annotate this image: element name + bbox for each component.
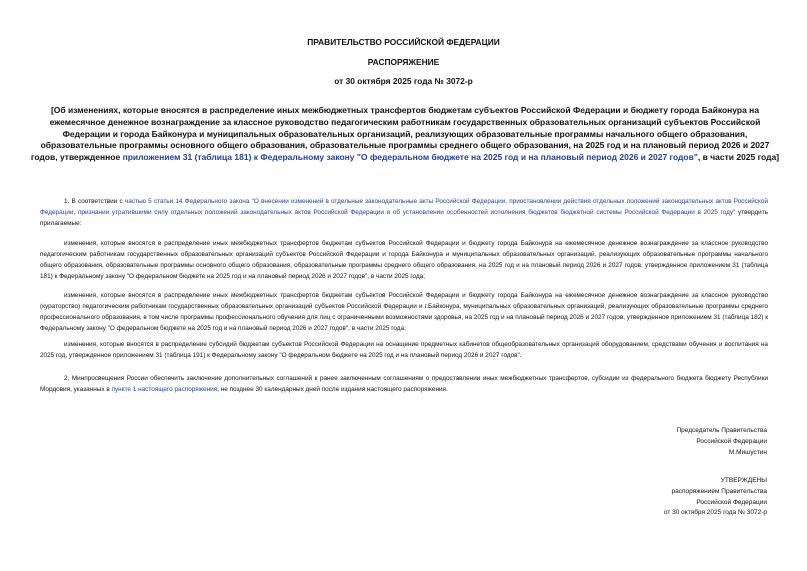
- approval-line-3: Российской Федерации: [696, 498, 767, 506]
- document-type: РАСПОРЯЖЕНИЕ: [367, 57, 440, 67]
- document-title: [30, 105, 780, 164]
- document-date-number: от 30 октября 2025 года № 3072-р: [334, 76, 473, 86]
- signature-position: Председатель Правительства: [676, 427, 767, 434]
- title-tail: , в части 2025 года]: [697, 152, 780, 163]
- p1-end: утвердить прилагаемые:: [40, 208, 768, 227]
- approval-block: [664, 476, 767, 519]
- p1-start: 1. В соответствии с: [64, 198, 125, 205]
- p5-point-link[interactable]: пункте 1 настоящего распоряжения: [111, 385, 218, 393]
- government-heading: ПРАВИТЕЛЬСТВО РОССИЙСКОЙ ФЕДЕРАЦИИ: [307, 37, 500, 47]
- signature-org: Российской Федерации: [696, 437, 767, 445]
- paragraph-2: изменения, которые вносятся в распределение иных межбюджетных трансфертов бюджетам субъектов Российской Федерации и бюджету города Байконура на ежемесячное денежное вознаграждение за классное руководство педагогическим работникам государственных образовательных организаций субъектов Российской Федерации и города Байконура и муниципальных образовательных организаций, реализующих образовательные программы начального общего образования, образовательные программы основного общего образования, образовательные программы среднего общего образования, на 2025 год и на плановый период 2026 и 2027 годов, утвержденное приложением 31 (таблица 181) к Федеральному закону "О федеральном бюджете на 2025 год и на плановый период 2026 и 2027 годов", в части 2025 года;: [40, 240, 768, 280]
- p1-law-link[interactable]: частью 5 статьи 14 Федерального закона "О внесении изменений в отдельные законодательные акты Российской Федерации, приостановлении действия отдельных положений законодательных актов Российской Федерации, признании утратившими силу отдельных положений законодательных актов Российской Федерации и об установлении особенностей исполнения бюджетов бюджетной системы Российской Федерации в 2025 году": [40, 198, 768, 216]
- signature-name: М.Мишустин: [728, 448, 767, 456]
- title-law-link[interactable]: приложением 31 (таблица 181) к Федеральному закону "О федеральном бюджете на 2025 год и на плановый период 2026 и 2027 годов": [122, 152, 698, 163]
- paragraph-4: изменения, которые вносятся в распределение субсидий бюджетам субъектов Российской Федерации на оснащение предметных кабинетов общеобразовательных организаций оборудованием, средствами обучения и воспитания на 2025 год, утвержденное приложением 31 (таблица 191) к Федеральному закону "О федеральном бюджете на 2025 год и на плановый период 2026 и 2027 годов".: [40, 341, 768, 359]
- paragraph-5: [40, 374, 768, 396]
- signature-block: [676, 426, 767, 458]
- paragraph-3: изменения, которые вносятся в распределение иных межбюджетных трансфертов бюджетам субъектов Российской Федерации и бюджету города Байконура на ежемесячное денежное вознаграждение за классное руководство (кураторство) педагогическим работникам государственных образовательных организаций субъектов Российской Федерации и г.Байконура, муниципальных образовательных организаций, реализующих образовательные программы среднего профессионального образования, в том числе программы профессионального обучения для лиц с ограниченными возможностями здоровья, на 2025 год и на плановый период 2026 и 2027 годов, утвержденное приложением 31 (таблица 182) к Федеральному закону "О федеральном бюджете на 2025 год и на плановый период 2026 и 2027 годов", в части 2025 года;: [40, 292, 768, 332]
- title-text: [Об изменениях, которые вносятся в распределение иных межбюджетных трансфертов бюджетам субъектов Российской Федерации и бюджету города Байконура на ежемесячное денежное вознаграждение за классное руководство педагогическим работникам государственных образовательных организаций субъектов Российской Федерации и города Байконура и муниципальных образовательных организаций, реализующих образовательные программы начального общего образования, образовательные программы основного общего образования, образовательные программы среднего общего образования, на 2025 год и на плановый период 2026 и 2027 годов, утвержденное: [30, 105, 770, 163]
- approval-date: от 30 октября 2025 года № 3072-р: [663, 509, 767, 517]
- approval-heading: УТВЕРЖДЕНЫ: [720, 477, 767, 484]
- paragraph-1: [40, 197, 768, 230]
- approval-line-2: распоряжением Правительства: [671, 487, 767, 495]
- p5-start: 2. Минпросвещения России обеспечить заключение дополнительных соглашений к ранее заключенным соглашениям о предоставлении иных межбюджетных трансфертов, субсидии из федерального бюджета бюджету Республики Мордовия, указанных в: [40, 375, 768, 393]
- p5-end: , не позднее 30 календарных дней после издания настоящего распоряжения.: [217, 385, 448, 393]
